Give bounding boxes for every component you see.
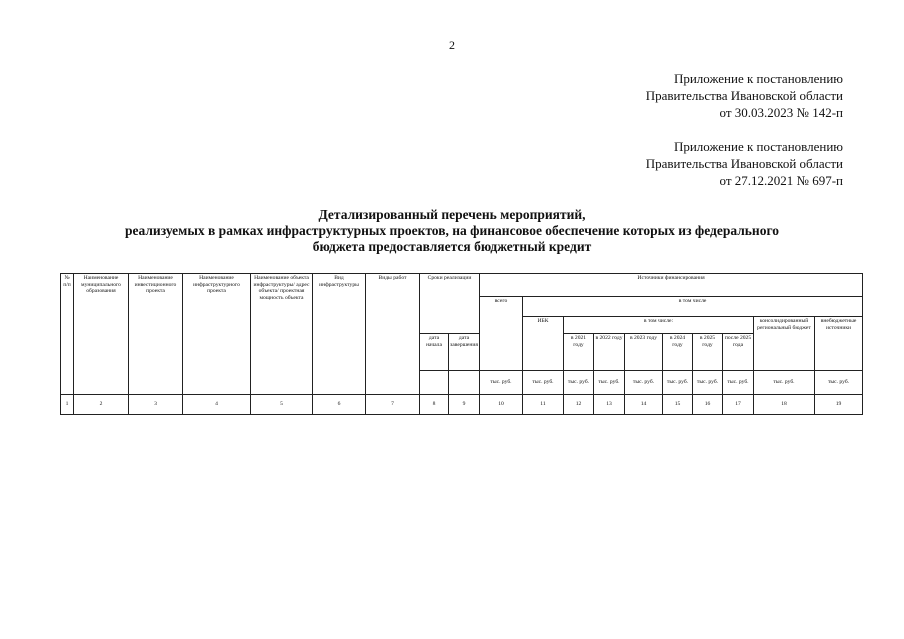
header-infrastructure-project: Наименование инфраструктурного проекта bbox=[183, 274, 251, 395]
header-financing-sources: Источники финансирования bbox=[480, 274, 863, 297]
column-number-cell: 16 bbox=[693, 395, 723, 415]
title-line2: реализуемых в рамках инфраструктурных проектов, на финансовое обеспечение которых из федерального bbox=[124, 223, 780, 238]
appendix-original-reference bbox=[646, 138, 843, 189]
appendix-current-line1: Приложение к постановлению bbox=[673, 71, 843, 86]
appendix-current-reference bbox=[646, 70, 843, 121]
column-number-cell: 10 bbox=[480, 395, 523, 415]
column-number-cell: 13 bbox=[594, 395, 625, 415]
header-including: в том числе bbox=[523, 297, 863, 317]
column-number-cell: 11 bbox=[523, 395, 564, 415]
header-offbudget-sources: внебюджетные источники bbox=[815, 317, 863, 371]
header-work-types: Виды работ bbox=[366, 274, 420, 395]
appendix-original-line1: Приложение к постановлению bbox=[673, 139, 843, 154]
header-infrastructure-type: Вид инфраструктуры bbox=[313, 274, 366, 395]
column-number-cell: 2 bbox=[74, 395, 129, 415]
header-year-2023: в 2023 году bbox=[625, 334, 663, 371]
header-object: Наименование объекта инфраструктуры/ адрес объекта/ проектная мощность объекта bbox=[251, 274, 313, 395]
header-including-years: в том числе: bbox=[564, 317, 754, 334]
header-year-2025: в 2025 году bbox=[693, 334, 723, 371]
empty-cell bbox=[420, 371, 449, 395]
header-ibk: ИБК bbox=[523, 317, 564, 371]
column-number-cell: 5 bbox=[251, 395, 313, 415]
empty-cell bbox=[449, 371, 480, 395]
column-number-cell: 8 bbox=[420, 395, 449, 415]
measures-table bbox=[60, 273, 863, 415]
page-number: 2 bbox=[449, 38, 455, 52]
header-investment-project: Наименование инвестиционного проекта bbox=[129, 274, 183, 395]
column-number-cell: 9 bbox=[449, 395, 480, 415]
header-start-date: дата начала bbox=[420, 334, 449, 371]
column-number-cell: 4 bbox=[183, 395, 251, 415]
unit-2024: тыс. руб. bbox=[663, 371, 693, 395]
title-line3: бюджета предоставляется бюджетный кредит bbox=[312, 239, 592, 254]
header-total: всего bbox=[480, 297, 523, 371]
column-number-cell: 15 bbox=[663, 395, 693, 415]
header-year-2024: в 2024 году bbox=[663, 334, 693, 371]
header-regional-budget: консолидированный региональный бюджет bbox=[754, 317, 815, 371]
column-number-cell: 17 bbox=[723, 395, 754, 415]
unit-2022: тыс. руб. bbox=[594, 371, 625, 395]
document-title bbox=[60, 207, 844, 255]
header-after-2025: после 2025 года bbox=[723, 334, 754, 371]
header-end-date: дата завершения bbox=[449, 334, 480, 371]
column-number-cell: 7 bbox=[366, 395, 420, 415]
column-number-cell: 18 bbox=[754, 395, 815, 415]
header-number: № п/п bbox=[61, 274, 74, 395]
column-number-cell: 3 bbox=[129, 395, 183, 415]
unit-offbudget: тыс. руб. bbox=[815, 371, 863, 395]
unit-2021: тыс. руб. bbox=[564, 371, 594, 395]
appendix-original-line3: от 27.12.2021 № 697-п bbox=[719, 173, 843, 188]
title-line1: Детализированный перечень мероприятий, bbox=[318, 207, 586, 222]
column-number-cell: 1 bbox=[61, 395, 74, 415]
header-year-2022: в 2022 году bbox=[594, 334, 625, 371]
column-number-cell: 12 bbox=[564, 395, 594, 415]
unit-ibk: тыс. руб. bbox=[523, 371, 564, 395]
header-terms: Сроки реализации bbox=[420, 274, 480, 334]
unit-total: тыс. руб. bbox=[480, 371, 523, 395]
column-number-cell: 6 bbox=[313, 395, 366, 415]
unit-regional: тыс. руб. bbox=[754, 371, 815, 395]
appendix-current-line2: Правительства Ивановской области bbox=[645, 88, 843, 103]
header-year-2021: в 2021 году bbox=[564, 334, 594, 371]
column-number-cell: 14 bbox=[625, 395, 663, 415]
appendix-current-line3: от 30.03.2023 № 142-п bbox=[719, 105, 843, 120]
header-municipality: Наименование муниципального образования bbox=[74, 274, 129, 395]
unit-after-2025: тыс. руб. bbox=[723, 371, 754, 395]
column-number-cell: 19 bbox=[815, 395, 863, 415]
appendix-original-line2: Правительства Ивановской области bbox=[645, 156, 843, 171]
unit-2023: тыс. руб. bbox=[625, 371, 663, 395]
unit-2025: тыс. руб. bbox=[693, 371, 723, 395]
